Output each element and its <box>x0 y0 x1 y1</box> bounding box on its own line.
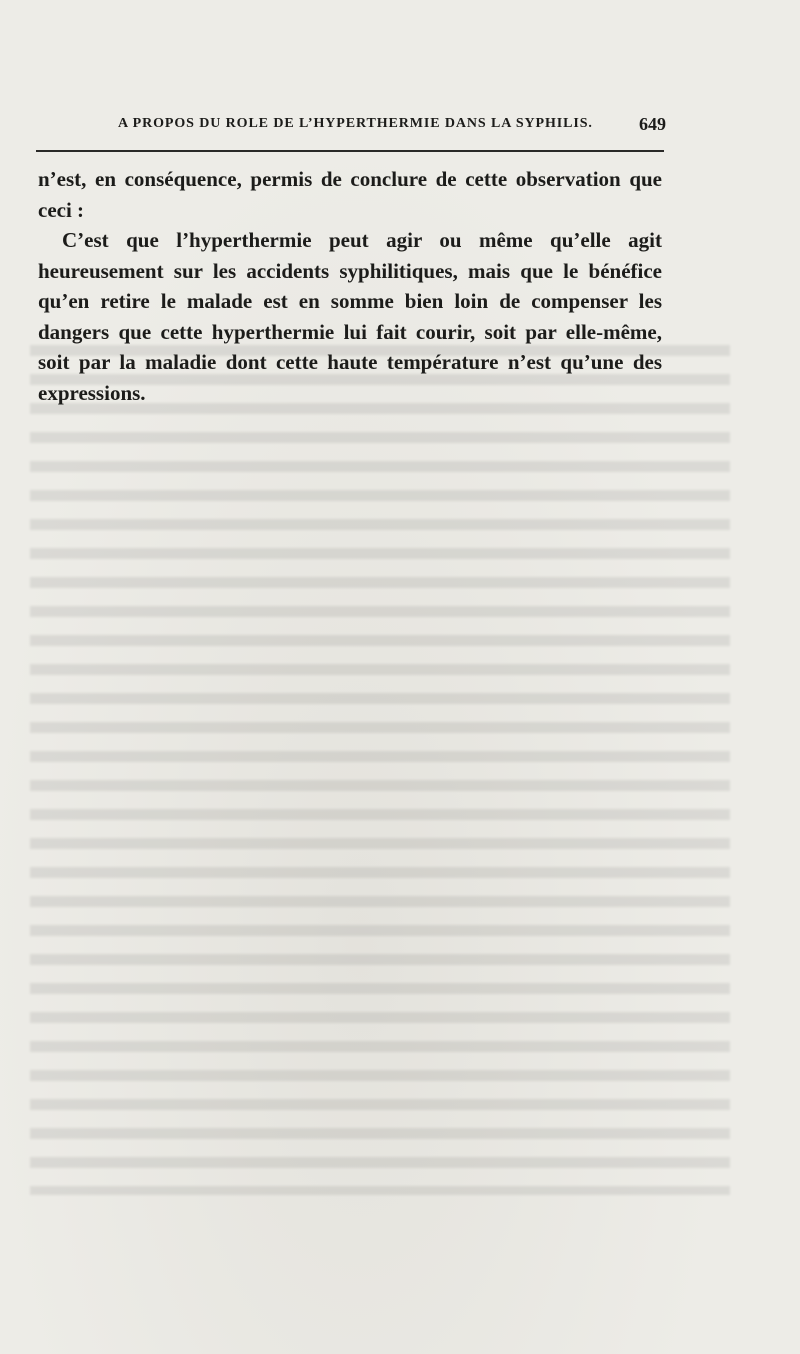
paragraph-2: C’est que l’hyperthermie peut agir ou même qu’elle agit heureusement sur les accidents syphilitiques, mais que le bénéfice qu’en retire le malade est en somme bien loin de compenser les dangers que cette hyperthermie lui fait courir, soit par elle-même, soit par la maladie dont cette haute température n’est qu’une des expressions. <box>38 228 662 405</box>
paragraph-1: n’est, en conséquence, permis de conclure de cette observation que ceci : <box>38 167 662 222</box>
page-number: 649 <box>639 114 666 134</box>
show-through-text <box>30 345 730 1195</box>
running-header <box>118 116 666 138</box>
header-rule <box>36 150 664 152</box>
body-text <box>38 164 662 408</box>
running-title: A PROPOS DU ROLE DE L’HYPERTHERMIE DANS LA SYPHILIS. <box>118 116 593 131</box>
